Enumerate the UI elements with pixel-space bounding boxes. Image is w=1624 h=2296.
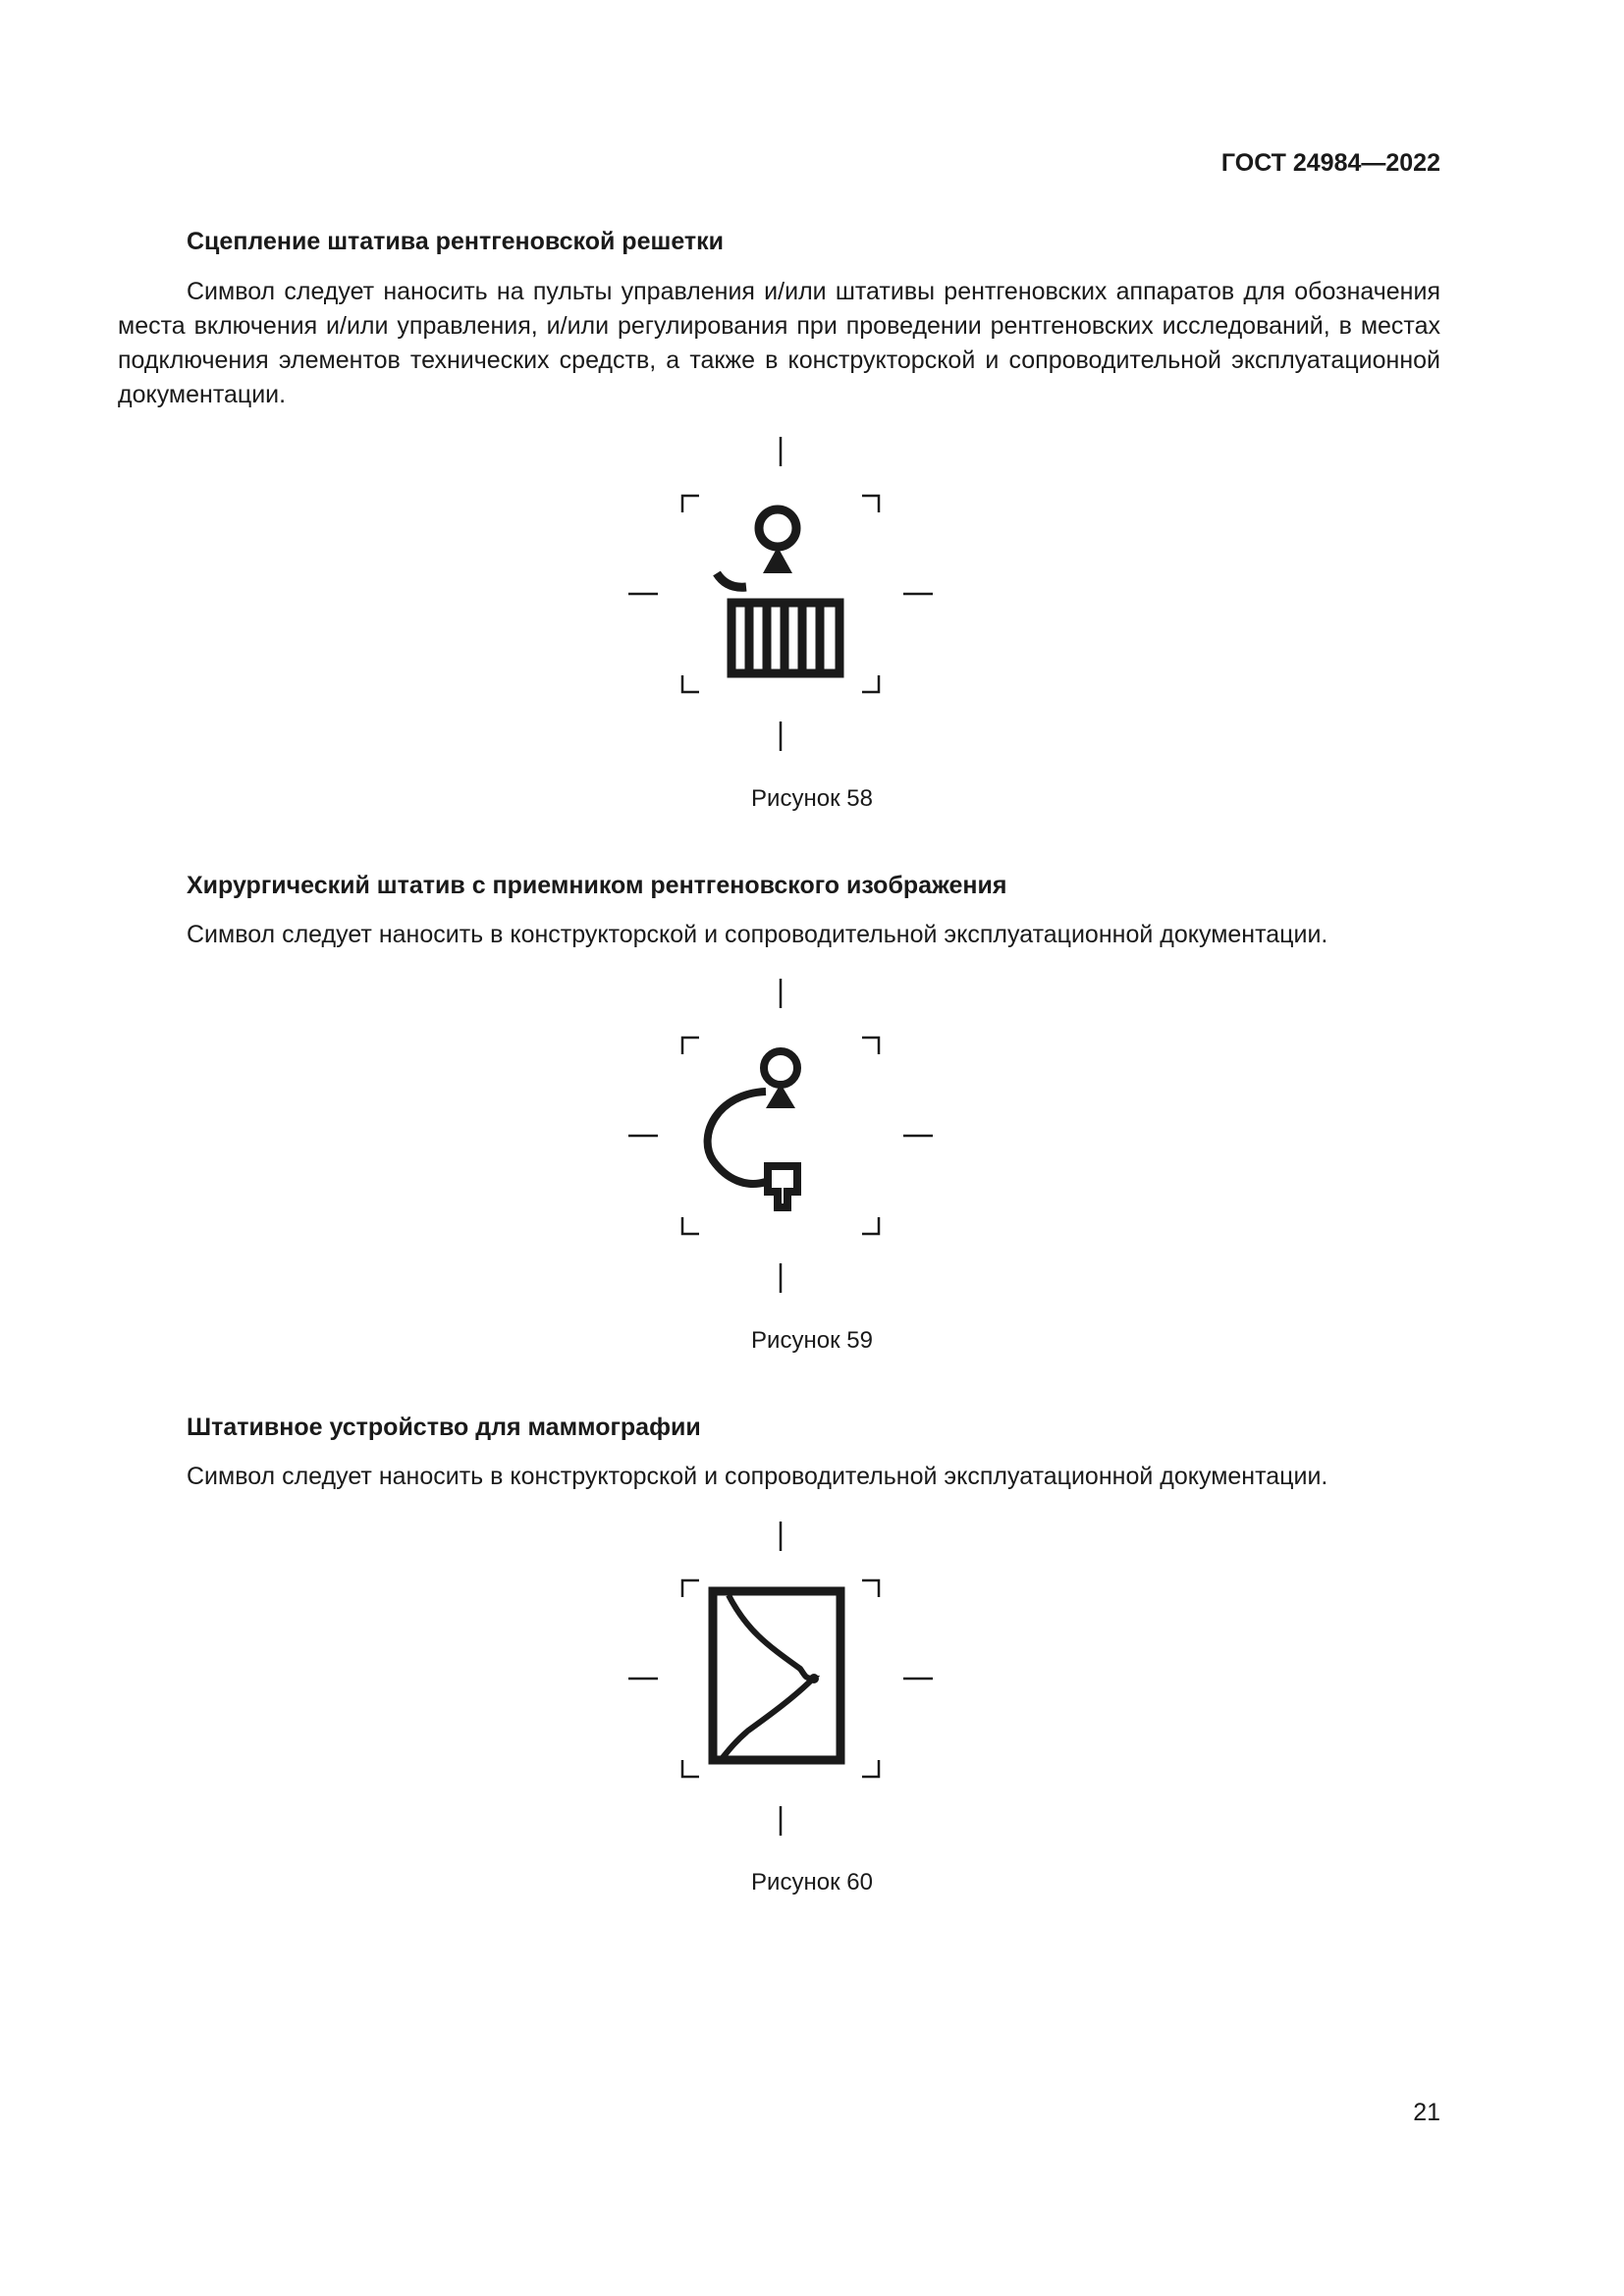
symbol-drawing bbox=[713, 1591, 840, 1760]
figure-caption-60: Рисунок 60 bbox=[751, 1869, 873, 1896]
section-title-59: Хирургический штатив с приемником рентгеновского изображения bbox=[187, 872, 1007, 899]
page-number: 21 bbox=[1413, 2099, 1440, 2126]
figure-frame-marks bbox=[628, 979, 933, 1293]
surgical-stand-image-receptor-icon bbox=[619, 974, 943, 1298]
section-title-60: Штативное устройство для маммографии bbox=[187, 1414, 701, 1441]
figure-caption-58: Рисунок 58 bbox=[751, 785, 873, 812]
figure-frame-marks bbox=[628, 437, 933, 751]
section-text-59: Символ следует наносить в конструкторской и сопроводительной эксплуатационной документации. bbox=[187, 921, 1328, 948]
figure-frame-marks bbox=[628, 1522, 933, 1836]
symbol-drawing bbox=[717, 509, 839, 673]
section-text-58 bbox=[118, 275, 1440, 412]
symbol-drawing bbox=[708, 1051, 797, 1207]
document-code: ГОСТ 24984—2022 bbox=[1220, 149, 1440, 177]
figure-caption-59: Рисунок 59 bbox=[751, 1327, 873, 1354]
section-text-58-content: Символ следует наносить на пульты управления и/или штативы рентгеновских аппаратов для обозначения места включения и/или управления, и/или регулирования при проведении рентгеновских исследований, в местах подключения элементов технических средств, а также в конструкторской и сопроводительной эксплуатационной документации. bbox=[118, 278, 1440, 408]
x-ray-grid-stand-coupling-icon bbox=[619, 432, 943, 756]
section-text-60: Символ следует наносить в конструкторской и сопроводительной эксплуатационной документации. bbox=[187, 1463, 1328, 1490]
section-title-58: Сцепление штатива рентгеновской решетки bbox=[187, 228, 725, 255]
mammography-stand-icon bbox=[619, 1517, 943, 1841]
